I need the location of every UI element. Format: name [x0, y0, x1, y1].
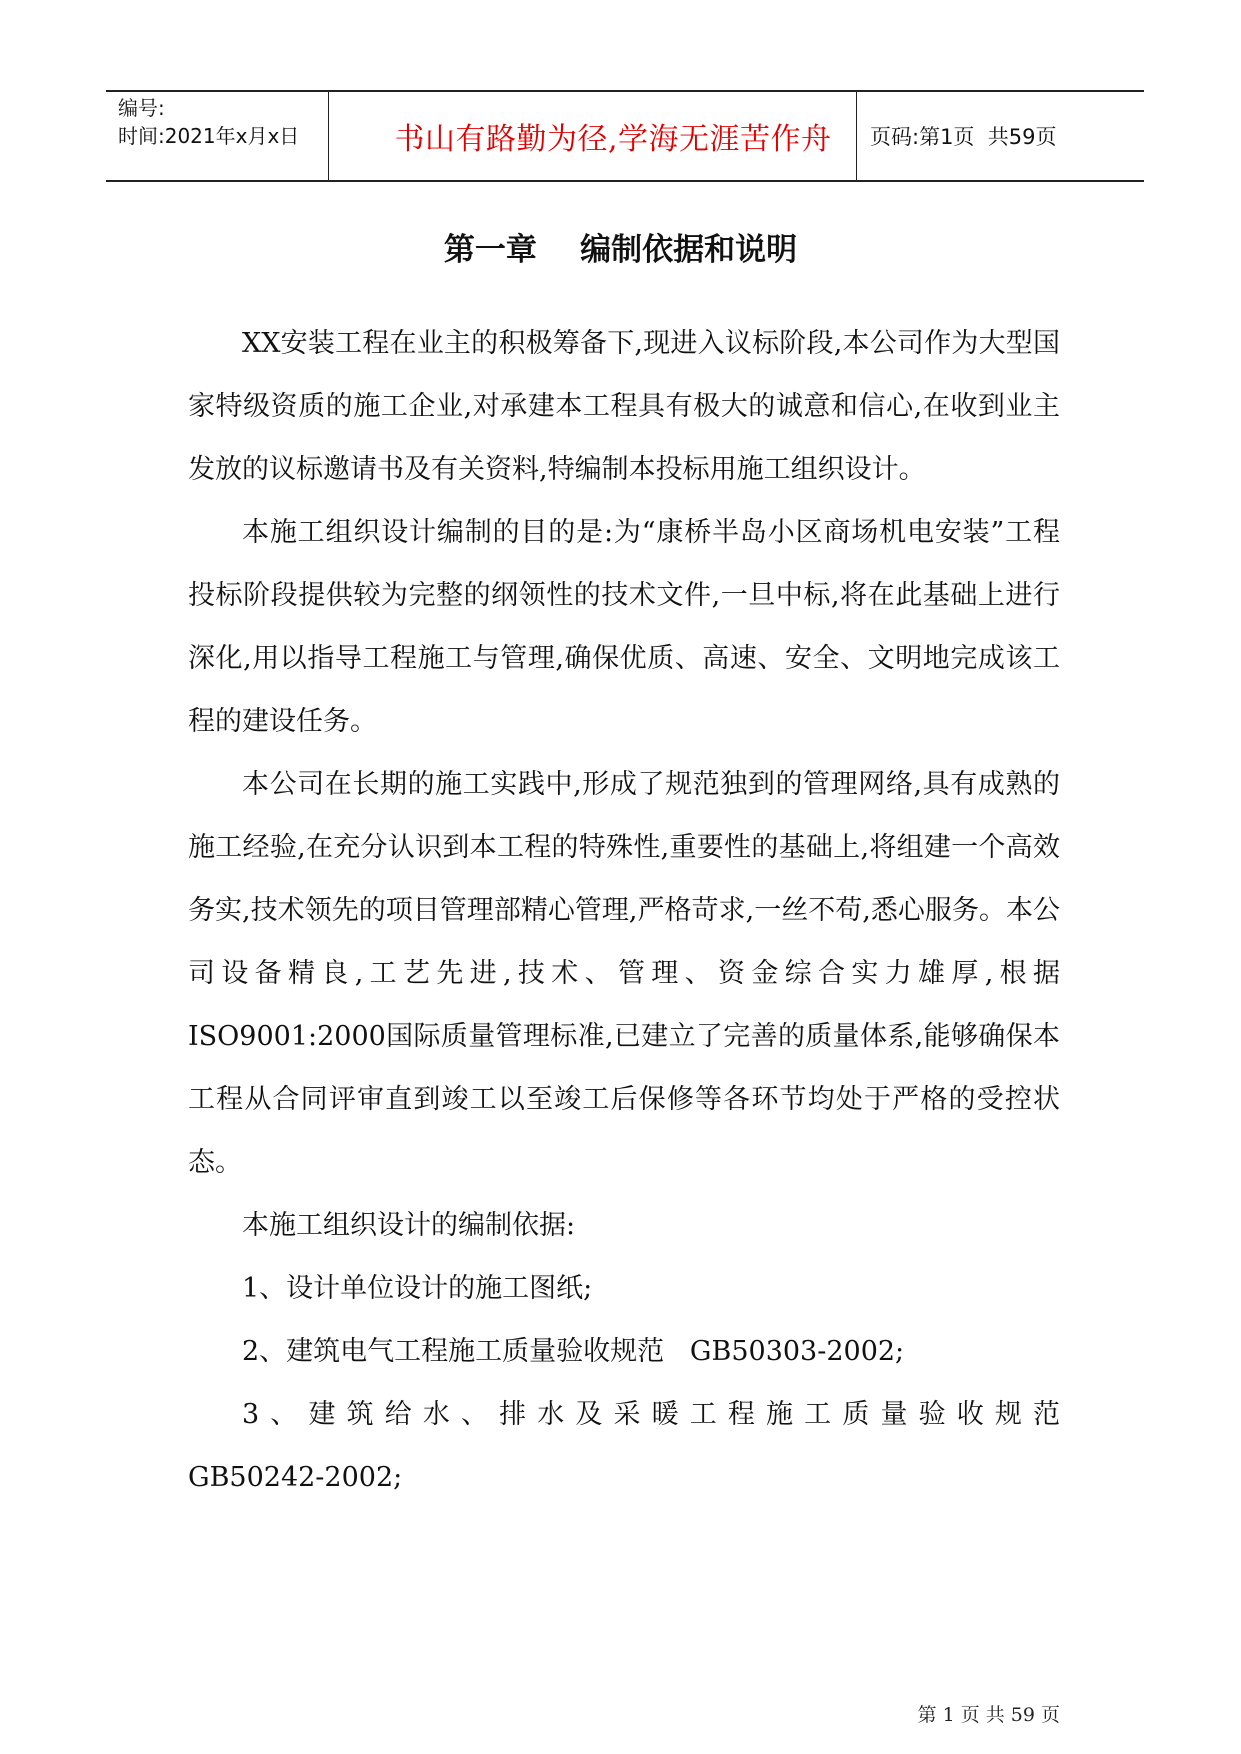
document-body: [188, 312, 1060, 1509]
document-number-label: 编号:: [118, 96, 165, 120]
paragraph-intro: XX安装工程在业主的积极筹备下,现进入议标阶段,本公司作为大型国家特级资质的施工企业,对承建本工程具有极大的诚意和信心,在收到业主发放的议标邀请书及有关资料,特编制本投标用施工组织设计。: [188, 328, 1060, 485]
header-divider-left: [328, 92, 329, 180]
header-motto: 书山有路勤为径,学海无涯苦作舟: [394, 122, 832, 157]
paragraph-company: 本公司在长期的施工实践中,形成了规范独到的管理网络,具有成熟的施工经验,在充分认识到本工程的特殊性,重要性的基础上,将组建一个高效务实,技术领先的项目管理部精心管理,严格苛求,一丝不苟,悉心服务。本公司设备精良,工艺先进,技术、管理、资金综合实力雄厚,根据ISO9001:2000国际质量管理标准,已建立了完善的质量体系,能够确保本工程从合同评审直到竣工以至竣工后保修等各环节均处于严格的受控状态。: [188, 769, 1060, 1178]
list-item-1: 1、设计单位设计的施工图纸;: [242, 1273, 593, 1304]
chapter-title: 第一章 编制依据和说明: [443, 232, 798, 268]
list-item-3-line2: GB50242-2002;: [188, 1462, 403, 1493]
paragraph-purpose: 本施工组织设计编制的目的是:为“康桥半岛小区商场机电安装”工程投标阶段提供较为完整的纲领性的技术文件,一旦中标,将在此基础上进行深化,用以指导工程施工与管理,确保优质、高速、安全、文明地完成该工程的建设任务。: [188, 517, 1060, 737]
page-footer: 第 1 页 共 59 页: [917, 1704, 1060, 1726]
document-time-label: 时间:2021年x月x日: [118, 124, 300, 148]
header-page-info-text: 页码:第1页 共59页: [870, 125, 1057, 149]
list-item-2: 2、建筑电气工程施工质量验收规范 GB50303-2002;: [242, 1336, 905, 1367]
page-header: [106, 90, 1144, 182]
header-page-info: [870, 92, 1057, 180]
header-divider-right: [856, 92, 857, 180]
paragraph-basis-heading: 本施工组织设计的编制依据:: [242, 1210, 576, 1241]
header-meta: [118, 94, 299, 150]
list-item-3-line1: 3、建筑给水、排水及采暖工程施工质量验收规范: [242, 1399, 1060, 1430]
